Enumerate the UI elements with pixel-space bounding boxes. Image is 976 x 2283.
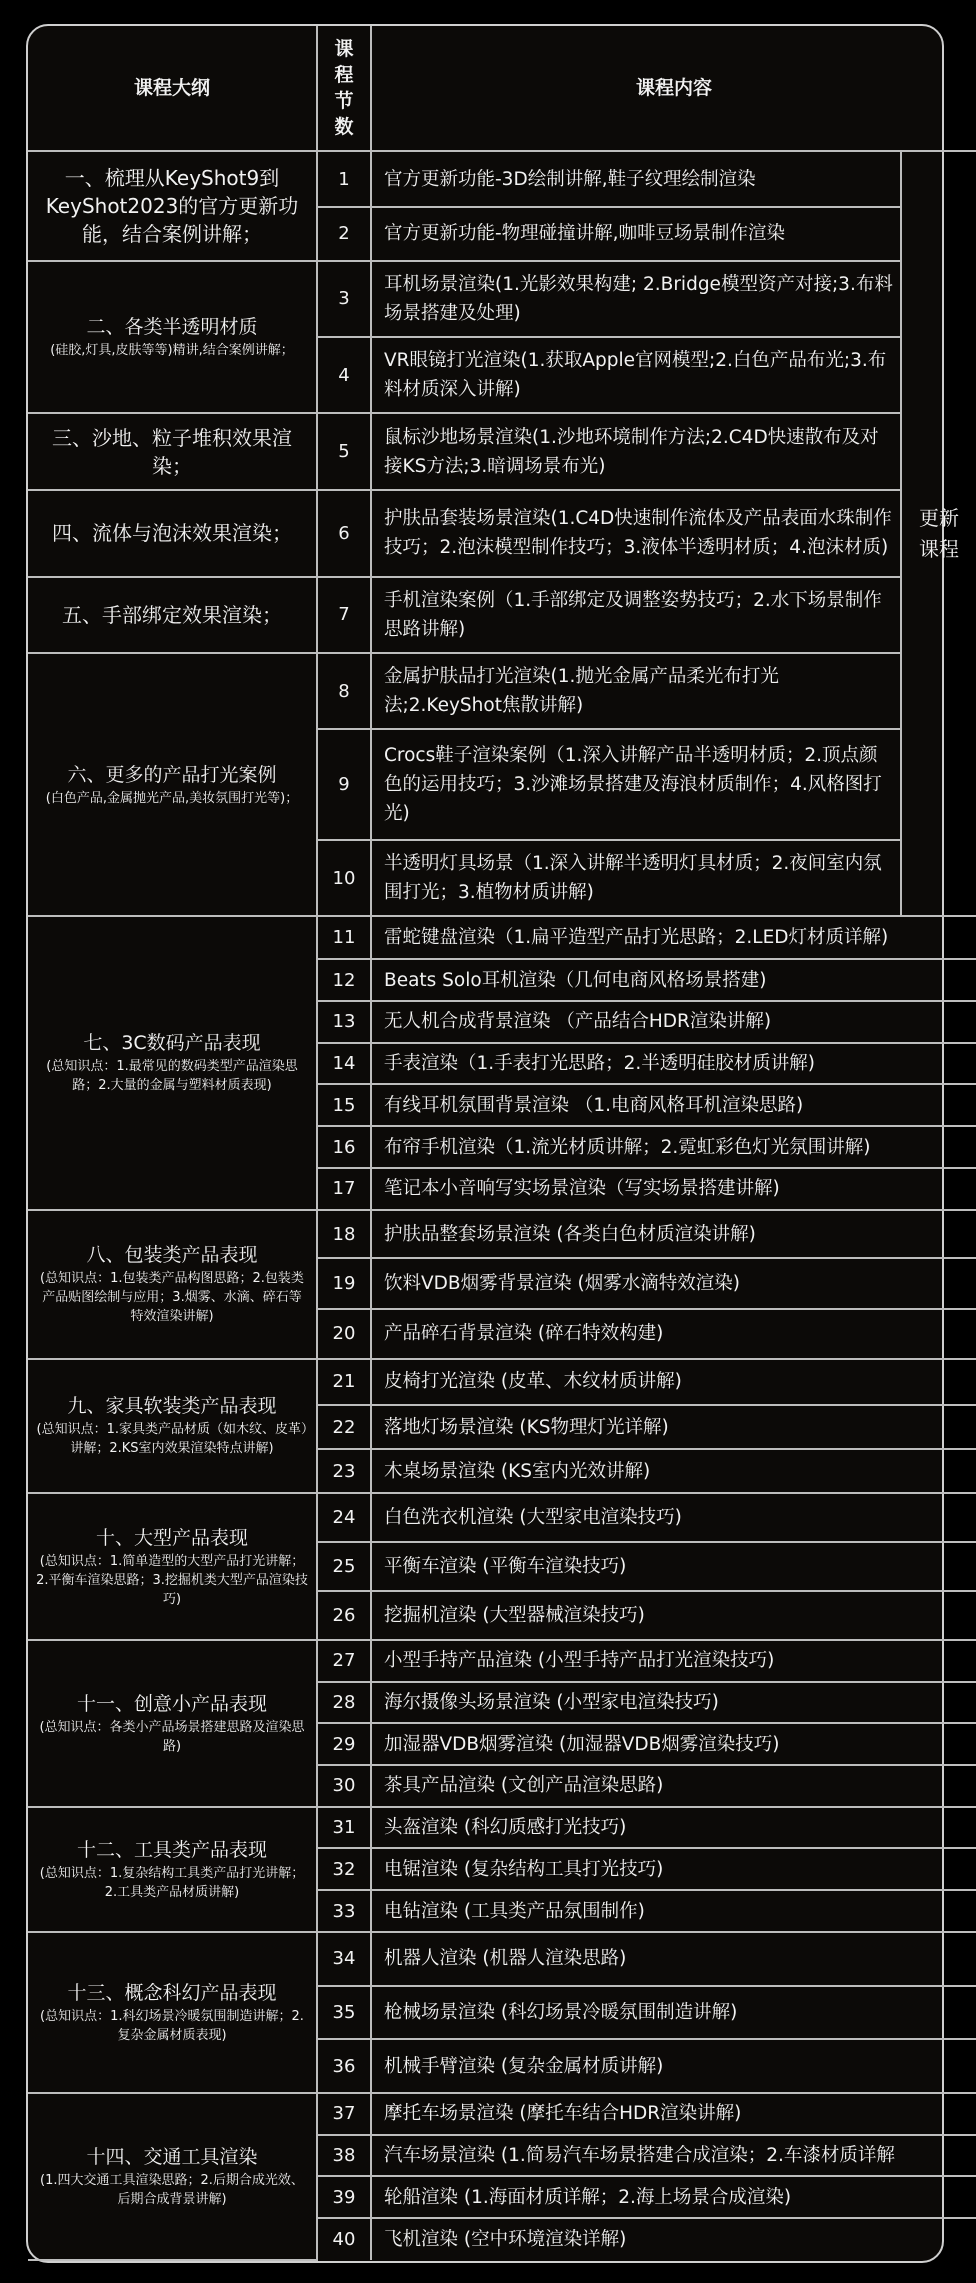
lesson-content: 官方更新功能-物理碰撞讲解,咖啡豆场景制作渲染 [371,207,901,261]
lesson-number: 22 [317,1405,371,1449]
section-outline [28,653,317,916]
table-row [28,577,976,653]
lesson-number: 3 [317,261,371,337]
lesson-number: 4 [317,337,371,413]
section-title: 十、大型产品表现 [95,1526,248,1549]
lesson-content: 电锯渲染 (复杂结构工具打光技巧) [371,1848,976,1890]
course-table [28,26,976,2261]
lesson-number: 39 [317,2176,371,2218]
lesson-content: 布帘手机渲染（1.流光材质讲解；2.霓虹彩色灯光氛围讲解) [371,1126,976,1168]
section-subtitle: (总知识点：1.科幻场景冷暖氛围制造讲解；2.复杂金属材质表现) [40,2008,304,2043]
table-row [28,151,976,207]
section-outline [28,1210,317,1359]
lesson-number: 27 [317,1640,371,1682]
table-row [28,1210,976,1259]
lesson-content: 手表渲染（1.手表打光思路；2.半透明硅胶材质讲解) [371,1043,976,1085]
lesson-content: 平衡车渲染 (平衡车渲染技巧) [371,1542,976,1591]
section-outline [28,577,317,653]
lesson-number: 40 [317,2218,371,2260]
section-title: 五、手部绑定效果渲染； [62,602,282,627]
section-subtitle: (总知识点：1.家具类产品材质（如木纹、皮革）讲解；2.KS室内效果渲染特点讲解) [36,1422,308,1457]
table-row [28,1359,976,1405]
header-outline: 课程大纲 [28,26,317,151]
table-row [28,261,976,337]
table-row [28,1932,976,1986]
lesson-content: VR眼镜打光渲染(1.获取Apple官网模型;2.白色产品布光;3.布料材质深入讲解) [371,337,901,413]
table-row [28,1640,976,1682]
lesson-content: 飞机渲染 (空中环境渲染详解) [371,2218,976,2260]
lesson-number: 24 [317,1493,371,1542]
course-table-frame [26,24,959,2263]
section-subtitle: (总知识点：1.简单造型的大型产品打光讲解；2.平衡车渲染思路；3.挖掘机类大型产品渲染技巧) [36,1553,308,1607]
section-outline [28,413,317,489]
lesson-content: 摩托车场景渲染 (摩托车结合HDR渲染讲解) [371,2093,976,2135]
section-outline [28,1640,317,1807]
lesson-content: 枪械场景渲染 (科幻场景冷暖氛围制造讲解) [371,1986,976,2040]
lesson-content: 无人机合成背景渲染 （产品结合HDR渲染讲解) [371,1001,976,1043]
table-row [28,413,976,489]
lesson-content: 皮椅打光渲染 (皮革、木纹材质讲解) [371,1359,976,1405]
lesson-content: 木桌场景渲染 (KS室内光效讲解) [371,1449,976,1493]
lesson-number: 29 [317,1723,371,1765]
section-subtitle: (总知识点：各类小产品场景搭建思路及渲染思路) [39,1719,305,1754]
lesson-number: 34 [317,1932,371,1986]
lesson-content: 饮料VDB烟雾背景渲染 (烟雾水滴特效渲染) [371,1258,976,1308]
lesson-number: 15 [317,1084,371,1126]
lesson-number: 37 [317,2093,371,2135]
lesson-content: 加湿器VDB烟雾渲染 (加湿器VDB烟雾渲染技巧) [371,1723,976,1765]
section-subtitle: (1.四大交通工具渲染思路；2.后期合成光效、后期合成背景讲解) [40,2172,304,2207]
lesson-number: 33 [317,1890,371,1932]
lesson-number: 13 [317,1001,371,1043]
lesson-content: 海尔摄像头场景渲染 (小型家电渲染技巧) [371,1682,976,1724]
lesson-content: Beats Solo耳机渲染（几何电商风格场景搭建) [371,959,976,1001]
section-title: 七、3C数码产品表现 [83,1032,261,1055]
section-outline [28,151,317,261]
lesson-content: 落地灯场景渲染 (KS物理灯光详解) [371,1405,976,1449]
section-outline [28,2093,317,2260]
lesson-number: 18 [317,1210,371,1259]
section-subtitle: (硅胶,灯具,皮肤等等)精讲,结合案例讲解； [50,343,294,359]
lesson-content: 耳机场景渲染(1.光影效果构建; 2.Bridge模型资产对接;3.布料场景搭建及处理) [371,261,901,337]
lesson-number: 8 [317,653,371,729]
lesson-content: 有线耳机氛围背景渲染 （1.电商风格耳机渲染思路) [371,1084,976,1126]
lesson-content: 笔记本小音响写实场景渲染（写实场景搭建讲解) [371,1168,976,1210]
lesson-number: 23 [317,1449,371,1493]
lesson-number: 5 [317,413,371,489]
lesson-number: 35 [317,1986,371,2040]
lesson-content: 头盔渲染 (科幻质感打光技巧) [371,1807,976,1849]
lesson-content: 雷蛇键盘渲染（1.扁平造型产品打光思路；2.LED灯材质详解) [371,916,976,959]
lesson-number: 19 [317,1258,371,1308]
lesson-number: 20 [317,1309,371,1359]
lesson-number: 38 [317,2135,371,2177]
lesson-content: 汽车场景渲染 (1.简易汽车场景搭建合成渲染；2.车漆材质详解 [371,2135,976,2177]
lesson-number: 12 [317,959,371,1001]
table-row [28,653,976,729]
section-outline [28,1359,317,1494]
lesson-number: 14 [317,1043,371,1085]
section-subtitle: (总知识点：1.复杂结构工具类产品打光讲解；2.工具类产品材质讲解) [39,1865,305,1900]
lesson-content: 金属护肤品打光渲染(1.抛光金属产品柔光布打光法;2.KeyShot焦散讲解) [371,653,901,729]
update-label: 更新课程 [901,151,976,916]
table-row [28,916,976,959]
lesson-number: 32 [317,1848,371,1890]
section-title: 十一、创意小产品表现 [76,1692,267,1715]
section-subtitle: (总知识点：1.包装类产品构图思路；2.包装类产品贴图绘制与应用；3.烟雾、水滴、碎石等特效渲染讲解) [40,1271,304,1325]
lesson-content: 茶具产品渲染 (文创产品渲染思路) [371,1765,976,1807]
lesson-content: 官方更新功能-3D绘制讲解,鞋子纹理绘制渲染 [371,151,901,207]
lesson-number: 28 [317,1682,371,1724]
lesson-content: 护肤品套装场景渲染(1.C4D快速制作流体及产品表面水珠制作技巧；2.泡沫模型制作技巧；3.液体半透明材质；4.泡沫材质) [371,490,901,577]
lesson-number: 9 [317,729,371,840]
section-title: 三、沙地、粒子堆积效果渲染； [52,425,292,478]
lesson-content: 轮船渲染 (1.海面材质详解；2.海上场景合成渲染) [371,2176,976,2218]
header-content: 课程内容 [371,26,976,151]
section-title: 十三、概念科幻产品表现 [67,1981,277,2004]
lesson-number: 2 [317,207,371,261]
lesson-content: 鼠标沙地场景渲染(1.沙地环境制作方法;2.C4D快速散布及对接KS方法;3.暗调场景布光) [371,413,901,489]
lesson-number: 16 [317,1126,371,1168]
section-title: 二、各类半透明材质 [86,316,258,339]
header-row [28,26,976,151]
section-title: 四、流体与泡沫效果渲染； [52,521,292,546]
lesson-number: 7 [317,577,371,653]
section-title: 一、梳理从KeyShot9到KeyShot2023的官方更新功能，结合案例讲解； [45,165,299,246]
lesson-content: 护肤品整套场景渲染 (各类白色材质渲染讲解) [371,1210,976,1259]
lesson-content: 半透明灯具场景（1.深入讲解半透明灯具材质；2.夜间室内氛围打光；3.植物材质讲解) [371,840,901,916]
lesson-number: 36 [317,2039,371,2093]
lesson-content: 白色洗衣机渲染 (大型家电渲染技巧) [371,1493,976,1542]
header-sessions: 课程节数 [317,26,371,151]
section-title: 六、更多的产品打光案例 [67,763,277,786]
lesson-number: 17 [317,1168,371,1210]
section-title: 十二、工具类产品表现 [76,1838,267,1861]
lesson-number: 31 [317,1807,371,1849]
lesson-number: 26 [317,1591,371,1640]
section-outline [28,261,317,414]
section-outline [28,916,317,1209]
lesson-content: 挖掘机渲染 (大型器械渲染技巧) [371,1591,976,1640]
section-subtitle: (白色产品,金属抛光产品,美妆氛围打光等)； [45,790,299,806]
lesson-content: 电钻渲染 (工具类产品氛围制作) [371,1890,976,1932]
section-title: 九、家具软装类产品表现 [67,1395,277,1418]
lesson-content: Crocs鞋子渲染案例（1.深入讲解产品半透明材质；2.顶点颜色的运用技巧；3.沙滩场景搭建及海浪材质制作；4.风格图打光) [371,729,901,840]
lesson-content: 产品碎石背景渲染 (碎石特效构建) [371,1309,976,1359]
lesson-content: 机械手臂渲染 (复杂金属材质讲解) [371,2039,976,2093]
section-outline [28,490,317,577]
lesson-number: 21 [317,1359,371,1405]
lesson-number: 25 [317,1542,371,1591]
section-title: 十四、交通工具渲染 [86,2145,258,2168]
section-subtitle: (总知识点：1.最常见的数码类型产品渲染思路；2.大量的金属与塑料材质表现) [46,1059,298,1094]
table-row [28,2093,976,2135]
section-outline [28,1932,317,2093]
lesson-content: 机器人渲染 (机器人渲染思路) [371,1932,976,1986]
section-title: 八、包装类产品表现 [86,1244,258,1267]
table-row [28,1807,976,1849]
section-outline [28,1493,317,1640]
lesson-number: 6 [317,490,371,577]
lesson-number: 10 [317,840,371,916]
section-outline [28,1807,317,1932]
table-row [28,1493,976,1542]
table-row [28,490,976,577]
lesson-content: 手机渲染案例（1.手部绑定及调整姿势技巧；2.水下场景制作思路讲解) [371,577,901,653]
lesson-number: 11 [317,916,371,959]
lesson-number: 1 [317,151,371,207]
lesson-content: 小型手持产品渲染 (小型手持产品打光渲染技巧) [371,1640,976,1682]
lesson-number: 30 [317,1765,371,1807]
